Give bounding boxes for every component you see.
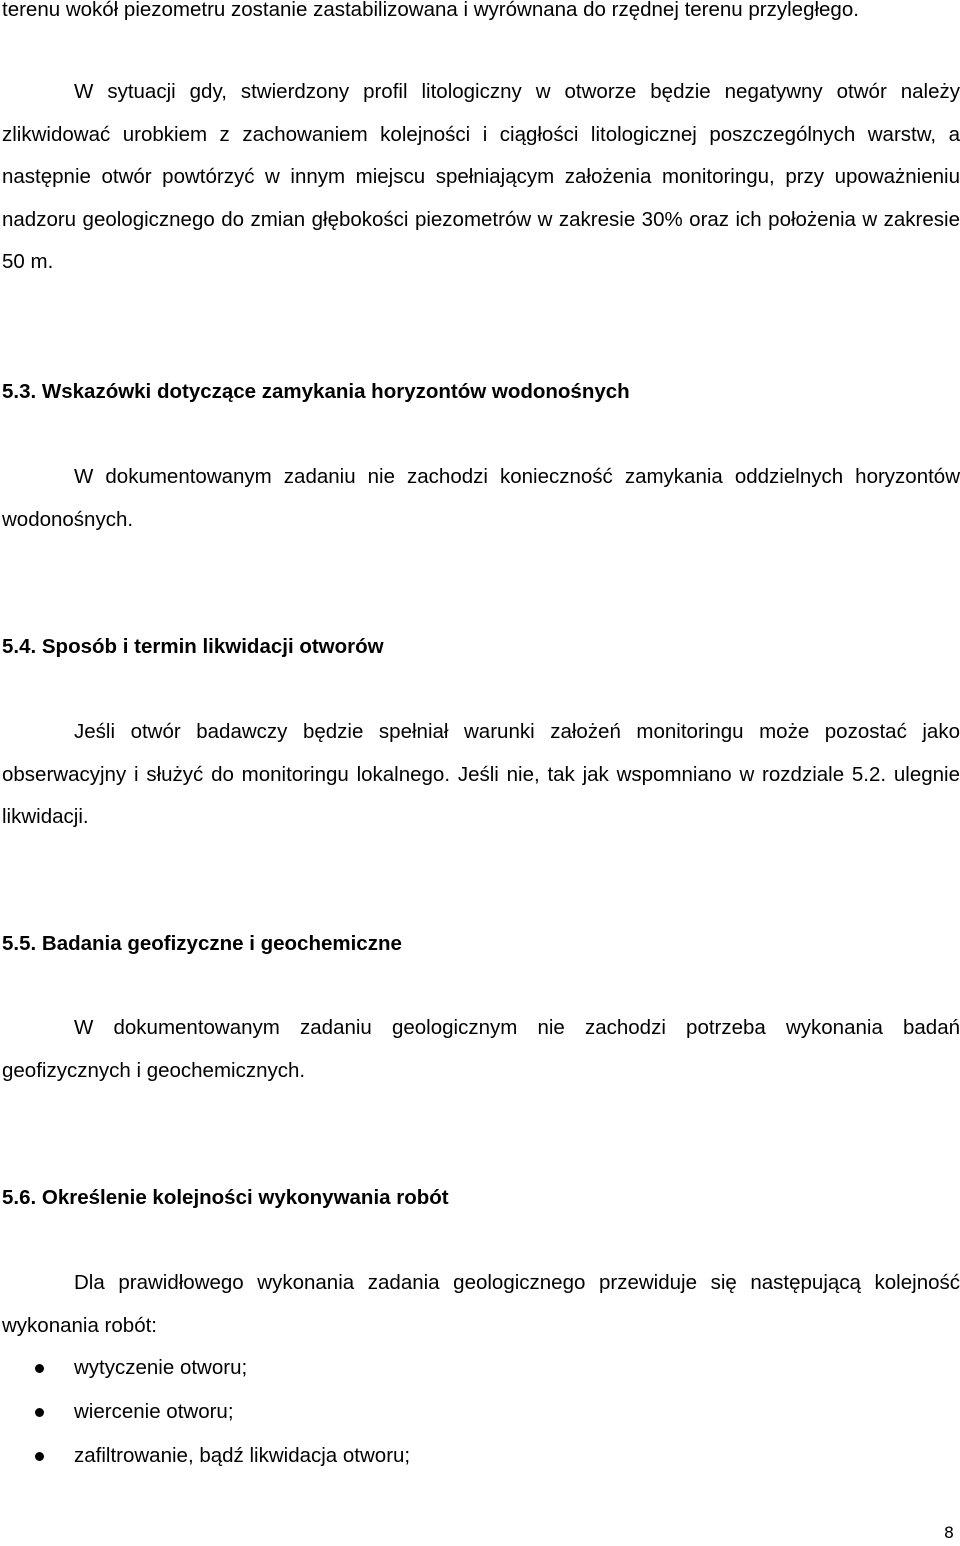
list-item — [0, 1390, 960, 1434]
list-item — [0, 1346, 960, 1390]
list-item-text: zafiltrowanie, bądź likwidacja otworu; — [74, 1444, 411, 1467]
heading-5-5: 5.5. Badania geofizyczne i geochemiczne — [2, 932, 402, 955]
paragraph-liquidation: Jeśli otwór badawczy będzie spełniał warunki założeń monitoringu może pozostać jako obserwacyjny i służyć do monitoringu lokalnego. Jeśli nie, tak jak wspomniano w rozdziale 5.2. ulegnie likwidacji. — [2, 720, 960, 828]
paragraph-work-order: Dla prawidłowego wykonania zadania geologicznego przewiduje się następującą kolejność wykonania robót: — [2, 1271, 960, 1337]
bullet-icon — [35, 1364, 44, 1373]
heading-5-4: 5.4. Sposób i termin likwidacji otworów — [2, 635, 384, 658]
paragraph-continuation: terenu wokół piezometru zostanie zastabilizowana i wyrównana do rzędnej terenu przyległego. — [2, 0, 859, 21]
work-order-list — [0, 1346, 960, 1478]
heading-5-3: 5.3. Wskazówki dotyczące zamykania horyzontów wodonośnych — [2, 380, 630, 403]
paragraph-geophysics: W dokumentowanym zadaniu geologicznym nie zachodzi potrzeba wykonania badań geofizycznych i geochemicznych. — [2, 1016, 960, 1082]
bullet-icon — [35, 1452, 44, 1461]
bullet-icon — [35, 1408, 44, 1417]
heading-5-6: 5.6. Określenie kolejności wykonywania robót — [2, 1186, 449, 1209]
paragraph-negative-profile: W sytuacji gdy, stwierdzony profil litologiczny w otworze będzie negatywny otwór należy zlikwidować urobkiem z zachowaniem kolejności i ciągłości litologicznej poszczególnych warstw, a następnie otwór powtórzyć w innym miejscu spełniającym założenia monitoringu, przy upoważnieniu nadzoru geologicznego do zmian głębokości piezometrów w zakresie 30% oraz ich położenia w zakresie 50 m. — [2, 80, 960, 273]
list-item-text: wytyczenie otworu; — [74, 1356, 248, 1379]
list-item-text: wiercenie otworu; — [74, 1400, 234, 1423]
page-number: 8 — [943, 1523, 954, 1542]
paragraph-aquifer-closure: W dokumentowanym zadaniu nie zachodzi konieczność zamykania oddzielnych horyzontów wodonośnych. — [2, 465, 960, 531]
list-item — [0, 1434, 960, 1478]
